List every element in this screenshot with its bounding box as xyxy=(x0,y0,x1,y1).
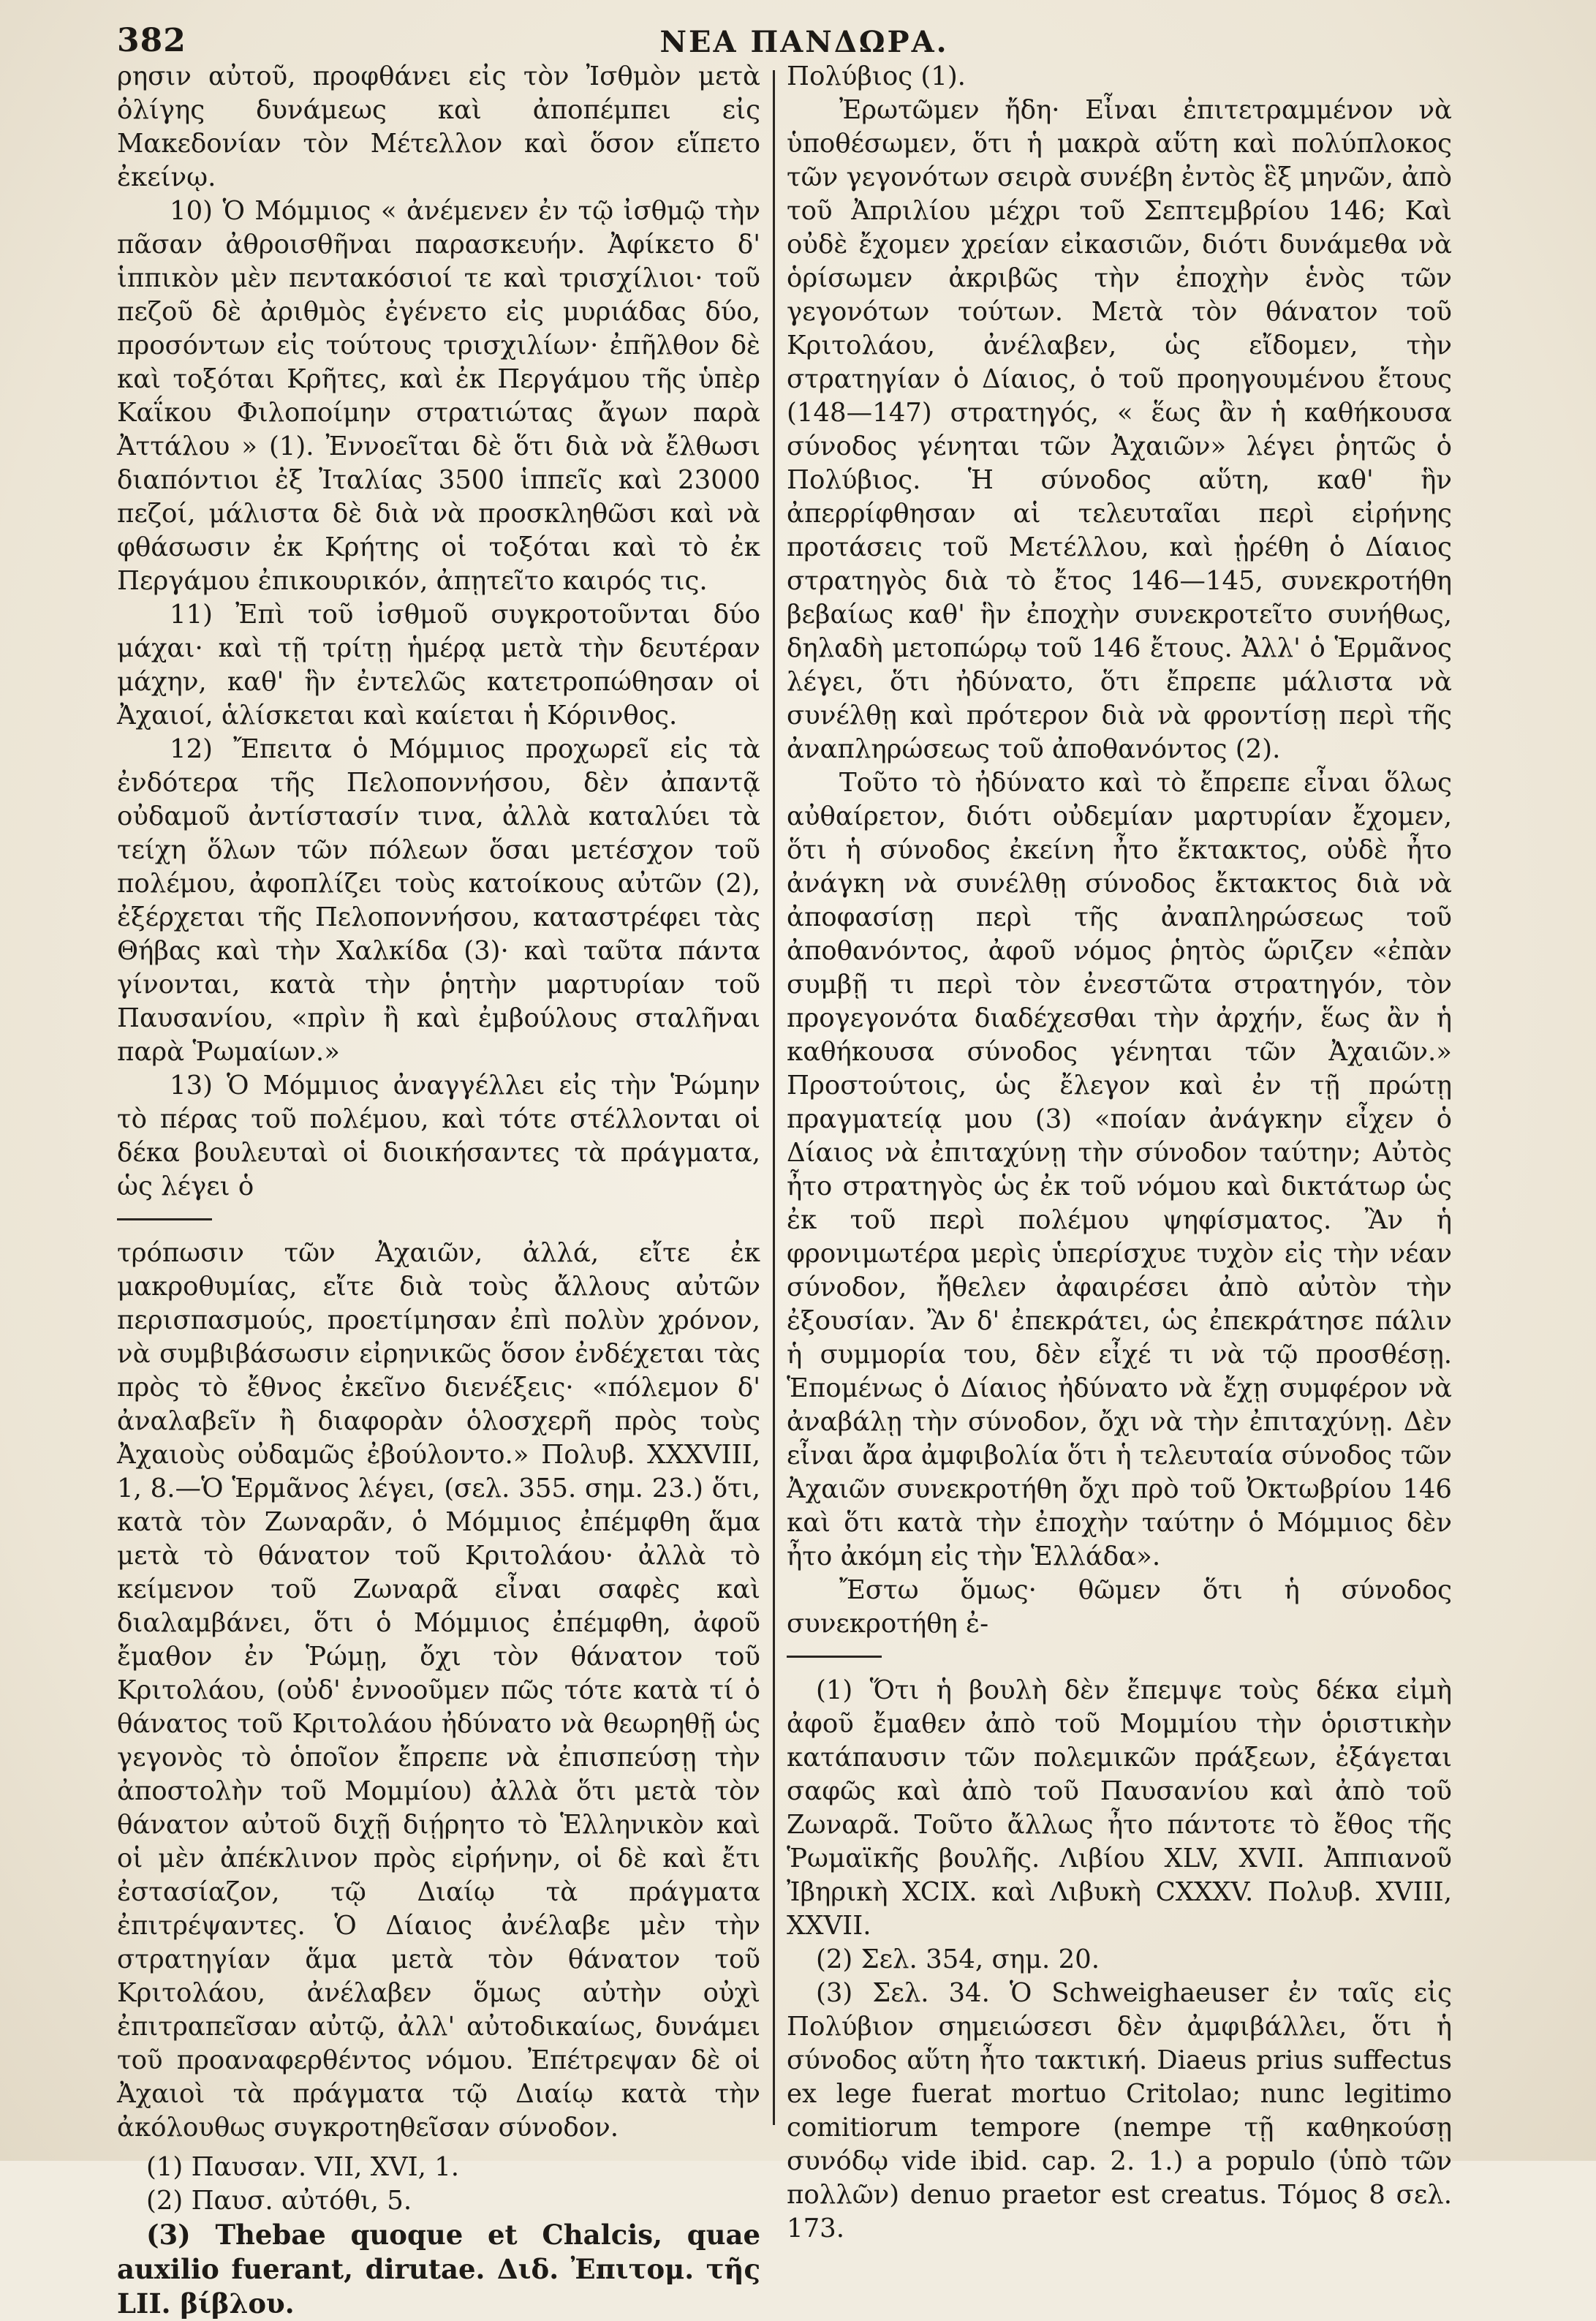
paragraph-continuation-top: Πολύβιος (1). xyxy=(787,61,966,91)
footnote-2: (2) Σελ. 354, σημ. 20. xyxy=(816,1944,1100,1974)
spacer xyxy=(117,2145,760,2151)
page-number: 382 xyxy=(117,22,186,59)
footnote-3: (3) Σελ. 34. Ὁ Schweighaeuser ἐν ταῖς εἰς Πολύβιον σημειώσεσι δὲν ἀμφιβάλλει, ὅτι ἡ σύνοδος αὕτη ἦτο τακτική. Diaeus prius suffectus ex lege fuerat mortuo Critolao; nunc legitimo comitiorum tempore (nempe τῇ καθηκούσῃ συνόδῳ vide ibid. cap. 2. 1.) a populo (ὑπὸ τῶν πολλῶν) denuo praetor est creatus. Τόμος 8 σελ. 173. xyxy=(787,1978,1452,2243)
running-title: ΝΕΑ ΠΑΝΔΩΡΑ. xyxy=(659,25,949,59)
page-header xyxy=(117,15,1491,66)
footnote-1: (1) Ὅτι ἡ βουλὴ δὲν ἔπεμψε τοὺς δέκα εἰμὴ ἀφοῦ ἔμαθεν ἀπὸ τοῦ Μομμίου τὴν ὁριστικὴν κατάπαυσιν τῶν πολεμικῶν πράξεων, ἐξάγεται σαφῶς καὶ ἀπὸ τοῦ Παυσανίου καὶ ἀπὸ τοῦ Ζωναρᾶ. Τοῦτο ἄλλως ἦτο πάντοτε τὸ ἔθος τῆς Ῥωμαϊκῆς βουλῆς. Λιβίου XLV, XVII. Ἀππιανοῦ Ἰβηρικὴ XCIX. καὶ Λιβυκὴ CXXXV. Πολυβ. XVIII, XXVII. xyxy=(787,1675,1452,1941)
footnote-separator xyxy=(787,1656,882,1658)
paragraph-continuation-top: ρησιν αὐτοῦ, προφθάνει εἰς τὸν Ἰσθμὸν μετὰ ὀλίγης δυνάμεως καὶ ἀποπέμπει εἰς Μακεδονίαν τὸν Μέτελλον καὶ ὅσον εἵπετο ἐκείνῳ. xyxy=(117,61,760,192)
footnote-separator xyxy=(117,1218,212,1220)
paragraph-argument: Τοῦτο τὸ ἠδύνατο καὶ τὸ ἔπρεπε εἶναι ὅλως αὐθαίρετον, διότι οὐδεμίαν μαρτυρίαν ἔχομεν, ὅτι ἡ σύνοδος ἐκείνη ἦτο ἔκτακτος, οὐδὲ ἦτο ἀνάγκη νὰ συνέλθῃ σύνοδος ἔκτακτος διὰ νὰ ἀποφασίσῃ περὶ τῆς ἀναπληρώσεως τοῦ ἀποθανόντος, ἀφοῦ νόμος ῥητὸς ὥριζεν «ἐπὰν συμβῇ τι περὶ τὸν ἐνεστῶτα στρατηγόν, τὸν προγεγονότα διαδέχεσθαι τὴν ἀρχήν, ἕως ἂν ἡ καθήκουσα σύνοδος γένηται τῶν Ἀχαιῶν.» Προστούτοις, ὡς ἔλεγον καὶ ἐν τῇ πρώτῃ πραγματείᾳ μου (3) «ποίαν ἀνάγκην εἶχεν ὁ Δίαιος νὰ ἐπιταχύνῃ τὴν σύνοδον ταύτην; Αὐτὸς ἦτο στρατηγὸς ὡς ἐκ τοῦ νόμου καὶ δικτάτωρ ὡς ἐκ τοῦ περὶ πολέμου ψηφίσματος. Ἂν ἡ φρονιμωτέρα μερὶς ὑπερίσχυε τυχὸν εἰς τὴν νέαν σύνοδον, ἤθελεν ἀφαιρέσει ἀπὸ αὐτὸν τὴν ἐξουσίαν. Ἂν δ' ἐπεκράτει, ὡς ἐπεκράτησε πάλιν ἡ συμμορία του, δὲν εἶχέ τι νὰ τῷ προσθέσῃ. Ἑπομένως ὁ Δίαιος ἠδύνατο νὰ ἔχῃ συμφέρον νὰ ἀναβάλῃ τὴν σύνοδον, ὄχι νὰ τὴν ἐπιταχύνῃ. Δὲν εἶναι ἄρα ἀμφιβολία ὅτι ἡ τελευταία σύνοδος τῶν Ἀχαιῶν συνεκροτήθη ὄχι πρὸ τοῦ Ὀκτωβρίου 146 καὶ ὅτι κατὰ τὴν ἐποχὴν ταύτην ὁ Μόμμιος δὲν ἦτο ἀκόμη εἰς τὴν Ἑλλάδα». xyxy=(787,768,1452,1571)
right-column xyxy=(787,60,1452,2243)
footnote-1: (1) Παυσαν. VII, XVI, 1. xyxy=(146,2152,460,2182)
paragraph-13: 13) Ὁ Μόμμιος ἀναγγέλλει εἰς τὴν Ῥώμην τὸ πέρας τοῦ πολέμου, καὶ τότε στέλλονται οἱ δέκα βουλευταὶ οἱ διοικήσαντες τὰ πράγματα, ὡς λέγει ὁ xyxy=(117,1071,760,1201)
paragraph-11: 11) Ἐπὶ τοῦ ἰσθμοῦ συγκροτοῦνται δύο μάχαι· καὶ τῇ τρίτῃ ἡμέρᾳ μετὰ τὴν δευτέραν μάχην, καθ' ἣν ἐντελῶς κατετροπώθησαν οἱ Ἀχαιοί, ἁλίσκεται καὶ καίεται ἡ Κόρινθος. xyxy=(117,600,760,731)
paragraph-12: 12) Ἔπειτα ὁ Μόμμιος προχωρεῖ εἰς τὰ ἐνδότερα τῆς Πελοποννήσου, δὲν ἀπαντᾷ οὐδαμοῦ ἀντίστασίν τινα, ἀλλὰ καταλύει τὰ τείχη ὅλων τῶν πόλεων ὅσαι μετέσχον τοῦ πολέμου, ἀφοπλίζει τοὺς κατοίκους αὐτῶν (2), ἐξέρχεται τῆς Πελοποννήσου, καταστρέφει τὰς Θήβας καὶ τὴν Χαλκίδα (3)· καὶ ταῦτα πάντα γίνονται, κατὰ τὴν ῥητὴν μαρτυρίαν τοῦ Παυσανίου, «πρὶν ἢ καὶ ἐμβούλους σταλῆναι παρὰ Ῥωμαίων.» xyxy=(117,734,760,1067)
paragraph-assumption: Ἔστω ὅμως· θῶμεν ὅτι ἡ σύνοδος συνεκροτήθη ἐ- xyxy=(787,1575,1452,1639)
paragraph-question: Ἐρωτῶμεν ἤδη· Εἶναι ἐπιτετραμμένον νὰ ὑποθέσωμεν, ὅτι ἡ μακρὰ αὕτη καὶ πολύπλοκος τῶν γεγονότων σειρὰ συνέβη ἐντὸς ἓξ μηνῶν, ἀπὸ τοῦ Ἀπριλίου μέχρι τοῦ Σεπτεμβρίου 146; Καὶ οὐδὲ ἔχομεν χρείαν εἰκασιῶν, διότι δυνάμεθα νὰ ὁρίσωμεν ἀκριβῶς τὴν ἐποχὴν ἑνὸς τῶν γεγονότων τούτων. Μετὰ τὸν θάνατον τοῦ Κριτολάου, ἀνέλαβεν, ὡς εἴδομεν, τὴν στρατηγίαν ὁ Δίαιος, ὁ τοῦ προηγουμένου ἔτους (148—147) στρατηγός, « ἕως ἂν ἡ καθήκουσα σύνοδος γένηται τῶν Ἀχαιῶν» λέγει ῥητῶς ὁ Πολύβιος. Ἡ σύνοδος αὕτη, καθ' ἣν ἀπερρίφθησαν αἱ τελευταῖαι περὶ εἰρήνης προτάσεις τοῦ Μετέλλου, καὶ ᾑρέθη ὁ Δίαιος στρατηγὸς διὰ τὸ ἔτος 146—145, συνεκροτήθη βεβαίως καθ' ἣν ἐποχὴν συνεκροτεῖτο συνήθως, δηλαδὴ μετοπώρῳ τοῦ 146 ἔτους. Ἀλλ' ὁ Ἑρμᾶνος λέγει, ὅτι ἠδύνατο, ὅτι ἔπρεπε μάλιστα νὰ συνέλθῃ καὶ πρότερον διὰ νὰ φροντίσῃ περὶ τῆς ἀναπληρώσεως τοῦ ἀποθανόντος (2). xyxy=(787,95,1452,764)
column-divider xyxy=(773,70,775,2125)
footnote-continuation: τρόπωσιν τῶν Ἀχαιῶν, ἀλλά, εἴτε ἐκ μακροθυμίας, εἴτε διὰ τοὺς ἄλλους αὐτῶν περισπασμούς, προετίμησαν ἐπὶ πολὺν χρόνον, νὰ συμβιβάσωσιν εἰρηνικῶς ὅσον ἐνδέχεται τὰς πρὸς τὸ ἔθνος ἐκεῖνο διενέξεις· «πόλεμον δ' ἀναλαβεῖν ἢ διαφορὰν ὁλοσχερῆ πρὸς τοὺς Ἀχαιοὺς οὐδαμῶς ἐβούλοντο.» Πολυβ. XXXVIII, 1, 8.—Ὁ Ἑρμᾶνος λέγει, (σελ. 355. σημ. 23.) ὅτι, κατὰ τὸν Ζωναρᾶν, ὁ Μόμμιος ἐπέμφθη ἅμα μετὰ τὸ θάνατον τοῦ Κριτολάου· ἀλλὰ τὸ κείμενον τοῦ Ζωναρᾶ εἶναι σαφὲς καὶ διαλαμβάνει, ὅτι ὁ Μόμμιος ἐπέμφθη, ἀφοῦ ἔμαθον ἐν Ῥώμῃ, ὄχι τὸν θάνατον τοῦ Κριτολάου, (οὐδ' ἐννοοῦμεν πῶς τότε κατὰ τί ὁ θάνατος τοῦ Κριτολάου ἠδύνατο νὰ θεωρηθῇ ὡς γεγονὸς τὸ ὁποῖον ἔπρεπε νὰ ἐπισπεύσῃ τὴν ἀποστολὴν τοῦ Μομμίου) ἀλλὰ ὅτι μετὰ τὸν θάνατον αὐτοῦ διχῇ διῄρητο τὸ Ἑλληνικὸν καὶ οἱ μὲν ἀπέκλινον πρὸς εἰρήνην, οἱ δὲ καὶ ἔτι ἐστασίαζον, τῷ Διαίῳ τὰ πράγματα ἐπιτρέψαντες. Ὁ Δίαιος ἀνέλαβε μὲν τὴν στρατηγίαν ἅμα μετὰ τὸν θάνατον τοῦ Κριτολάου, ἀνέλαβεν ὅμως αὐτὴν οὐχὶ ἐπιτραπεῖσαν αὐτῷ, ἀλλ' αὐτοδικαίως, δυνάμει τοῦ προαναφερθέντος νόμου. Ἐπέτρεψαν δὲ οἱ Ἀχαιοὶ τὰ πράγματα τῷ Διαίῳ κατὰ τὴν ἀκόλουθως συγκροτηθεῖσαν σύνοδον. xyxy=(117,1238,760,2143)
paragraph-10: 10) Ὁ Μόμμιος « ἀνέμενεν ἐν τῷ ἰσθμῷ τὴν πᾶσαν ἀθροισθῆναι παρασκευήν. Ἀφίκετο δ' ἱππικὸν μὲν πεντακόσιοί τε καὶ τρισχίλιοι· τοῦ πεζοῦ δὲ ἀριθμὸς ἐγένετο εἰς μυριάδας δύο, προσόντων εἰς τούτους τρισχιλίων· ἐπῆλθον δὲ καὶ τοξόται Κρῆτες, καὶ ἐκ Περγάμου τῆς ὑπὲρ Καΐκου Φιλοποίμην στρατιώτας ἄγων παρὰ Ἀττάλου » (1). Ἐννοεῖται δὲ ὅτι διὰ νὰ ἔλθωσι διαπόντιοι ἐξ Ἰταλίας 3500 ἱππεῖς καὶ 23000 πεζοί, μάλιστα δὲ διὰ νὰ προσκληθῶσι καὶ νὰ φθάσωσιν ἐκ Κρήτης οἱ τοξόται καὶ τὸ ἐκ Περγάμου ἐπικουρικόν, ἀπῃτεῖτο καιρός τις. xyxy=(117,196,760,596)
footnote-3: (3) Thebae quoque et Chalcis, quae auxilio fuerant, dirutae. Διδ. Ἐπιτομ. τῆς LII. βίβλου. xyxy=(117,2219,760,2320)
left-column xyxy=(117,60,760,2320)
footnote-2: (2) Παυσ. αὐτόθι, 5. xyxy=(146,2186,412,2216)
